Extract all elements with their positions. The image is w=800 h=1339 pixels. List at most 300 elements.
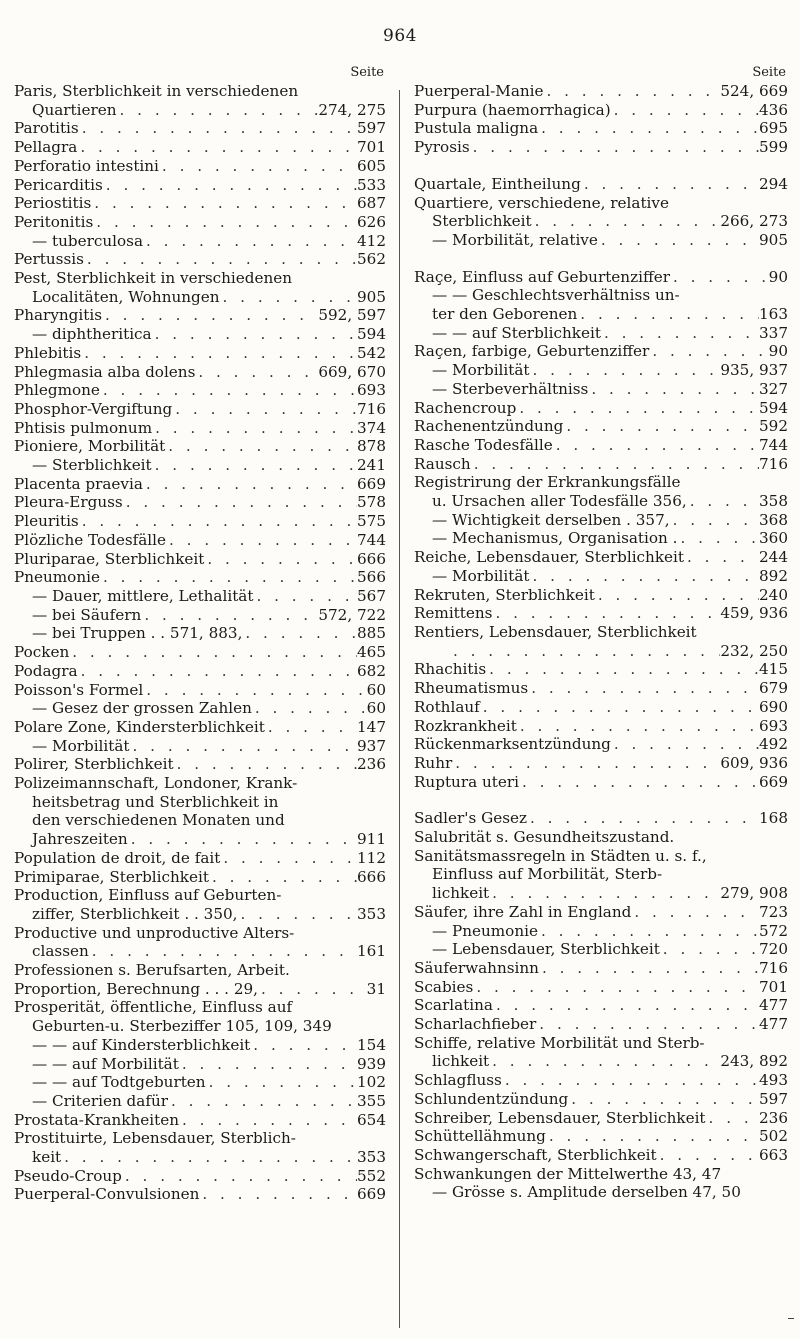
index-entry [14, 531, 386, 550]
leader-dots [657, 1146, 759, 1165]
index-entry [14, 980, 386, 999]
index-entry [414, 1109, 788, 1128]
entry-pages: 294 [759, 174, 788, 193]
leader-dots [601, 324, 759, 343]
index-entry [414, 82, 788, 101]
entry-pages: 669 [759, 772, 788, 791]
index-entry [14, 101, 386, 120]
index-entry [414, 959, 788, 978]
entry-term: Schlundentzündung [414, 1089, 569, 1108]
index-entry-text: Prosperität, öffentliche, Einfluss auf [14, 998, 293, 1017]
leader-dots [611, 101, 759, 120]
entry-pages: 575 [357, 512, 386, 531]
index-entry [414, 119, 788, 138]
leader-dots [492, 604, 720, 623]
index-entry-text: — Grösse s. Amplitude derselben 47, 50 [432, 1183, 741, 1202]
index-entry [414, 324, 788, 343]
entry-term: Phlebitis [14, 343, 82, 362]
index-entry [414, 342, 788, 361]
leader-dots [489, 1052, 720, 1071]
index-entry [414, 884, 788, 903]
entry-term: Phosphor-Vergiftung [14, 399, 173, 418]
entry-term: Quartale, Eintheilung [414, 174, 581, 193]
index-entry [14, 363, 386, 382]
entry-term: Pleuritis [14, 512, 79, 531]
leader-dots [631, 903, 759, 922]
entry-term: Polirer, Sterblichkeit [14, 755, 174, 774]
entry-pages: 232, 250 [720, 641, 788, 660]
leader-dots [69, 643, 357, 662]
index-entry [14, 475, 386, 494]
leader-dots [206, 1073, 357, 1092]
entry-term: Rothlauf [414, 697, 480, 716]
entry-term: u. Ursachen aller Todesfälle 356, [432, 492, 687, 511]
leader-dots [79, 512, 357, 531]
entry-pages: 663 [759, 1145, 788, 1164]
entry-term: Pioniere, Morbilität [14, 437, 166, 456]
index-entry [14, 1036, 386, 1055]
index-entry-text: Geburten-u. Sterbeziffer 105, 109, 349 [32, 1017, 332, 1036]
index-entry [414, 809, 788, 828]
entry-pages: 337 [759, 323, 788, 342]
leader-dots [100, 568, 357, 587]
entry-pages: 353 [357, 904, 386, 923]
entry-term: Pharyngitis [14, 306, 103, 325]
entry-term: — Pneumonie [432, 921, 538, 940]
leader-dots [452, 754, 720, 773]
index-entry [414, 586, 788, 605]
entry-term: — Morbilität [432, 566, 530, 585]
entry-pages: 567 [357, 586, 386, 605]
entry-term: — bei Truppen . . 571, 883, [32, 624, 243, 643]
entry-pages: 477 [759, 996, 788, 1015]
index-entry [414, 511, 788, 530]
index-entry [414, 231, 788, 250]
entry-pages: 911 [357, 830, 386, 849]
entry-pages: 701 [759, 977, 788, 996]
index-entry [14, 568, 386, 587]
entry-pages: 695 [759, 119, 788, 138]
entry-pages: 666 [357, 867, 386, 886]
index-entry [414, 175, 788, 194]
entry-term: Scarlatina [414, 996, 493, 1015]
entry-pages: 279, 908 [720, 884, 788, 903]
entry-term: — Morbilität [432, 361, 530, 380]
entry-pages: 436 [759, 100, 788, 119]
entry-term: Phtisis pulmonum [14, 418, 153, 437]
entry-pages: 90 [768, 267, 788, 286]
entry-term: Pluriparae, Sterblichkeit [14, 549, 205, 568]
leader-dots [539, 959, 759, 978]
leader-dots [152, 419, 357, 438]
index-entry [414, 940, 788, 959]
entry-pages: 412 [357, 231, 386, 250]
leader-dots [172, 400, 357, 419]
entry-pages: 744 [759, 435, 788, 454]
index-entry [14, 606, 386, 625]
index-entry [14, 419, 386, 438]
entry-pages: 599 [759, 138, 788, 157]
entry-term: Pseudo-Croup [14, 1166, 122, 1185]
index-entry [14, 737, 386, 756]
entry-pages: 355 [357, 1091, 386, 1110]
entry-term: — — auf Todtgeburten [32, 1073, 206, 1092]
entry-pages: 374 [357, 418, 386, 437]
index-entry [414, 660, 788, 679]
entry-pages: 693 [357, 381, 386, 400]
index-column-right [414, 64, 788, 1202]
entry-term: Phlegmasia alba dolens [14, 362, 196, 381]
entry-term: — Sterblichkeit [32, 456, 152, 475]
index-entry [414, 436, 788, 455]
entry-term: Pericarditis [14, 175, 103, 194]
index-entry [14, 1185, 386, 1204]
index-entry [414, 101, 788, 120]
leader-dots [81, 344, 357, 363]
leader-dots [598, 231, 759, 250]
entry-term: Placenta praevia [14, 474, 143, 493]
leader-dots [473, 978, 759, 997]
index-entry-text: Prostituirte, Lebensdauer, Sterblich- [14, 1129, 296, 1148]
index-entry [14, 1092, 386, 1111]
entry-pages: 892 [759, 566, 788, 585]
entry-pages: 168 [759, 809, 788, 828]
leader-dots [532, 212, 721, 231]
leader-dots [486, 660, 759, 679]
leader-dots [209, 868, 357, 887]
leader-dots [100, 381, 357, 400]
entry-pages: 240 [759, 585, 788, 604]
index-entry [414, 548, 788, 567]
entry-pages: 885 [357, 624, 386, 643]
index-entry [14, 512, 386, 531]
leader-dots [220, 288, 357, 307]
entry-term: Sadler's Gesez [414, 809, 527, 828]
entry-term: Poisson's Formel [14, 680, 144, 699]
entries-left [14, 82, 386, 1204]
entry-term: Reiche, Lebensdauer, Sterblichkeit [414, 548, 684, 567]
entry-term: lichkeit [432, 884, 490, 903]
leader-dots [128, 830, 357, 849]
entry-pages: 744 [357, 530, 386, 549]
index-entry [414, 773, 788, 792]
entry-term: Rhachitis [414, 660, 487, 679]
entry-term: Primiparae, Sterblichkeit [14, 867, 209, 886]
leader-dots [166, 531, 357, 550]
leader-dots [143, 475, 357, 494]
index-entry [14, 1111, 386, 1130]
leader-dots [493, 996, 759, 1015]
index-entry-text: Production, Einfluss auf Geburten- [14, 886, 282, 905]
index-entry [414, 455, 788, 474]
entry-term: Jahreszeiten [32, 830, 128, 849]
leader-dots [527, 809, 759, 828]
entry-pages: 353 [357, 1148, 386, 1167]
leader-dots [79, 119, 357, 138]
entry-term: Rachencroup [414, 398, 517, 417]
entry-term: — bei Säufern [32, 605, 142, 624]
leader-dots [577, 305, 759, 324]
index-entry [414, 754, 788, 773]
leader-dots [77, 138, 357, 157]
entry-term: Phlegmone [14, 381, 100, 400]
index-entry [14, 755, 386, 774]
entry-term: Purpura (haemorrhagica) [414, 100, 611, 119]
index-entry [14, 681, 386, 700]
entry-pages: 716 [357, 399, 386, 418]
entry-pages: 609, 936 [720, 753, 788, 772]
index-entry [414, 212, 788, 231]
seite-header-right: Seite [752, 65, 786, 80]
entry-term: Puerperal-Convulsionen [14, 1185, 200, 1204]
entry-term: Sterblichkeit [432, 212, 532, 231]
leader-dots [159, 157, 357, 176]
index-entry [414, 1015, 788, 1034]
leader-dots [252, 699, 367, 718]
leader-dots [195, 363, 318, 382]
index-entry [14, 119, 386, 138]
index-entry [14, 344, 386, 363]
leader-dots [538, 119, 759, 138]
leader-dots [253, 587, 357, 606]
entry-term: Pellagra [14, 138, 78, 157]
index-entry-text: Paris, Sterblichkeit in verschiedenen [14, 82, 299, 100]
entry-term: — — auf Kindersterblichkeit [32, 1035, 251, 1054]
leader-dots [78, 662, 357, 681]
entry-term: Scharlachfieber [414, 1015, 537, 1034]
leader-dots [563, 417, 759, 436]
index-entry-text: Productive und unproductive Alters- [14, 923, 295, 942]
entry-pages: 666 [357, 549, 386, 568]
entry-pages: 502 [759, 1127, 788, 1146]
leader-dots [141, 606, 318, 625]
leader-dots [536, 1015, 759, 1034]
entry-term: — Lebensdauer, Sterblichkeit [432, 940, 660, 959]
leader-dots [89, 942, 357, 961]
entry-term: Rückenmarksentzündung [414, 735, 611, 754]
leader-dots [687, 492, 759, 511]
entry-term: Raçe, Einfluss auf Geburtenziffer [414, 267, 670, 286]
entry-pages: 562 [357, 250, 386, 269]
entry-term: Schwangerschaft, Sterblichkeit [414, 1145, 657, 1164]
entry-pages: 524, 669 [720, 82, 788, 100]
entry-pages: 274, 275 [318, 100, 386, 119]
index-entry [14, 194, 386, 213]
entry-term: — Dauer, mittlere, Lethalität [32, 586, 254, 605]
entry-pages: 669 [357, 1185, 386, 1204]
seite-header-left: Seite [350, 65, 384, 80]
entry-pages: 935, 937 [720, 361, 788, 380]
entry-term: — diphtheritica [32, 325, 152, 344]
entry-term: Population de droit, de fait [14, 848, 221, 867]
entry-term: Localitäten, Wohnungen [32, 287, 220, 306]
entry-term: Pustula maligna [414, 119, 539, 138]
leader-dots [581, 175, 759, 194]
entry-pages: 60 [366, 699, 386, 718]
entry-pages: 154 [357, 1035, 386, 1054]
entry-pages: 477 [759, 1015, 788, 1034]
leader-dots [220, 849, 357, 868]
column-divider [399, 90, 400, 1328]
leader-dots [530, 567, 759, 586]
leader-dots [677, 529, 759, 548]
entry-pages: 236 [357, 755, 386, 774]
index-entry [14, 1073, 386, 1092]
entry-pages: 597 [357, 119, 386, 138]
index-entry [14, 157, 386, 176]
entry-pages: 592 [759, 417, 788, 436]
index-entry [14, 213, 386, 232]
index-entry [14, 550, 386, 569]
leader-dots [588, 380, 759, 399]
entry-term: Scabies [414, 977, 474, 996]
entry-term: keit [32, 1148, 62, 1167]
index-entry [414, 138, 788, 157]
leader-dots [103, 176, 357, 195]
entry-term: ziffer, Sterblichkeit . . 350, [32, 904, 238, 923]
entry-term: — Criterien dafür [32, 1091, 168, 1110]
leader-dots [143, 681, 366, 700]
leader-dots [143, 232, 357, 251]
leader-dots [258, 980, 367, 999]
leader-dots [179, 1055, 357, 1074]
entry-term: — Sterbeverhältniss [432, 379, 589, 398]
entry-term: Perforatio intestini [14, 156, 159, 175]
leader-dots [611, 735, 759, 754]
index-entry-text: Rentiers, Lebensdauer, Sterblichkeit [414, 622, 697, 641]
index-entry [414, 978, 788, 997]
index-entry [414, 399, 788, 418]
entry-pages: 687 [357, 194, 386, 213]
index-entry [14, 250, 386, 269]
index-entry [14, 306, 386, 325]
entry-term: Peritonitis [14, 212, 94, 231]
index-entry [14, 325, 386, 344]
entry-pages: 459, 936 [720, 604, 788, 623]
entry-term: — Wichtigkeit derselben . 357, [432, 510, 670, 529]
entry-pages: 31 [366, 979, 386, 998]
entry-pages: 669 [357, 474, 386, 493]
entry-term: Rekruten, Sterblichkeit [414, 585, 595, 604]
entry-term: Schreiber, Lebensdauer, Sterblichkeit [414, 1108, 706, 1127]
entry-pages: 905 [357, 287, 386, 306]
entry-pages: 327 [759, 379, 788, 398]
leader-dots [102, 306, 318, 325]
entry-term: — Morbilität [32, 736, 130, 755]
index-entry-text: Quartiere, verschiedene, relative [414, 193, 669, 212]
entry-pages: 102 [357, 1073, 386, 1092]
entry-term: Podagra [14, 661, 78, 680]
leader-dots [528, 679, 759, 698]
entry-term: — Gesez der grossen Zahlen [32, 699, 252, 718]
index-entry [414, 417, 788, 436]
index-entry [14, 1148, 386, 1167]
index-entry-text: Schwankungen der Mittelwerthe 43, 47 [414, 1164, 722, 1183]
entry-term: Polare Zone, Kindersterblichkeit [14, 717, 265, 736]
leader-dots [471, 455, 759, 474]
leader-dots [84, 250, 357, 269]
entry-pages: 578 [357, 493, 386, 512]
entry-term: Schlagfluss [414, 1071, 502, 1090]
leader-dots [546, 1127, 759, 1146]
entry-term: Parotitis [14, 119, 79, 138]
entry-pages: 878 [357, 437, 386, 456]
entry-pages: 669, 670 [318, 362, 386, 381]
leader-dots [179, 1111, 357, 1130]
index-entry [14, 830, 386, 849]
entry-term: Puerperal-Manie [414, 82, 544, 100]
margin-mark [788, 1318, 794, 1319]
index-entry [414, 735, 788, 754]
leader-dots [450, 642, 720, 661]
entry-pages: 465 [357, 643, 386, 662]
index-entry [14, 699, 386, 718]
entry-pages: 597 [759, 1089, 788, 1108]
leader-dots [165, 437, 357, 456]
index-entry [414, 1071, 788, 1090]
index-entry [414, 717, 788, 736]
entry-pages: 236 [759, 1108, 788, 1127]
index-entry [414, 604, 788, 623]
entry-term: ter den Geborenen [432, 305, 578, 324]
entry-pages: 533 [357, 175, 386, 194]
entry-pages: 368 [759, 510, 788, 529]
leader-dots [480, 698, 759, 717]
entry-pages: 723 [759, 902, 788, 921]
entry-term: — — auf Sterblichkeit [432, 323, 601, 342]
entry-pages: 161 [357, 942, 386, 961]
entry-pages: 679 [759, 679, 788, 698]
entry-term: Ruptura uteri [414, 772, 519, 791]
index-entry-text: den verschiedenen Monaten und [32, 811, 285, 830]
leader-dots [265, 718, 357, 737]
leader-dots [470, 138, 759, 157]
index-entry [14, 587, 386, 606]
leader-dots [242, 624, 357, 643]
leader-dots [122, 1167, 357, 1186]
entry-pages: 626 [357, 212, 386, 231]
leader-dots [553, 436, 759, 455]
section-gap [414, 791, 788, 809]
leader-dots [168, 1092, 357, 1111]
index-entry-text: Einfluss auf Morbilität, Sterb- [432, 865, 663, 884]
entry-term: Rozkrankheit [414, 716, 517, 735]
entry-term: Pneumonie [14, 568, 100, 587]
leader-dots [519, 773, 759, 792]
index-entry [14, 1167, 386, 1186]
entry-pages: 552 [357, 1166, 386, 1185]
entry-pages: 60 [366, 680, 386, 699]
index-entry-text: Salubrität s. Gesundheitszustand. [414, 828, 675, 847]
index-entry-text: Schiffe, relative Morbilität und Sterb- [414, 1033, 705, 1052]
entry-pages: 415 [759, 660, 788, 679]
entry-term: Pyrosis [414, 138, 470, 157]
index-entry [14, 643, 386, 662]
leader-dots [502, 1071, 759, 1090]
index-entry [14, 849, 386, 868]
leader-dots [117, 101, 319, 120]
entry-term: Säuferwahnsinn [414, 958, 539, 977]
entry-term: — tuberculosa [32, 231, 144, 250]
index-entry [414, 305, 788, 324]
index-entry [414, 903, 788, 922]
entry-pages: 693 [759, 716, 788, 735]
entry-term: Periostitis [14, 194, 92, 213]
entry-term: Schüttellähmung [414, 1127, 546, 1146]
index-entry [14, 718, 386, 737]
index-entry [414, 380, 788, 399]
entry-pages: 90 [768, 342, 788, 361]
